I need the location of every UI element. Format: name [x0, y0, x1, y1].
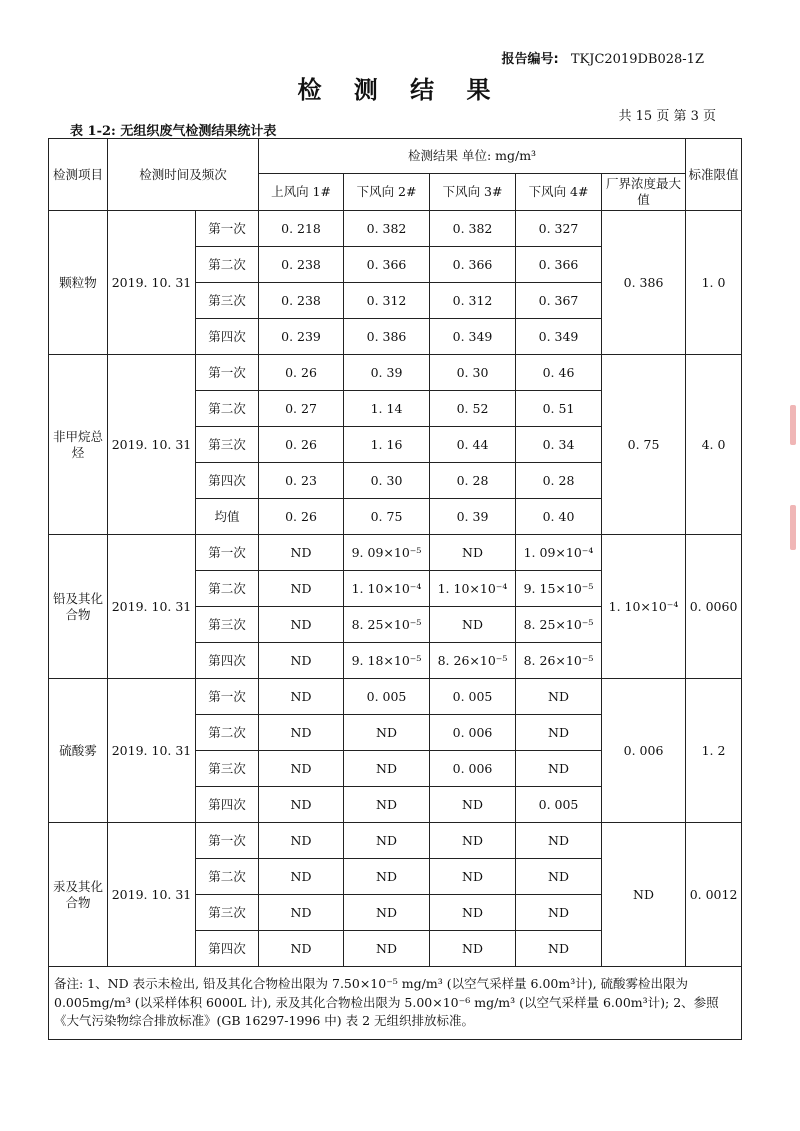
standard-limit: 1. 0 — [686, 211, 742, 355]
value-downwind-3: 0. 52 — [430, 391, 516, 427]
frequency-label: 第二次 — [196, 571, 259, 607]
pollutant-item: 非甲烷总烃 — [49, 355, 108, 535]
value-upwind-1: 0. 27 — [259, 391, 344, 427]
value-downwind-4: 0. 005 — [516, 787, 602, 823]
frequency-label: 第一次 — [196, 355, 259, 391]
header-boundary-max: 厂界浓度最大值 — [602, 174, 686, 211]
value-upwind-1: ND — [259, 679, 344, 715]
frequency-label: 第三次 — [196, 427, 259, 463]
value-downwind-2: 1. 16 — [344, 427, 430, 463]
value-downwind-2: ND — [344, 823, 430, 859]
value-downwind-4: 0. 367 — [516, 283, 602, 319]
value-upwind-1: ND — [259, 931, 344, 967]
table-note: 备注: 1、ND 表示未检出, 铅及其化合物检出限为 7.50×10⁻⁵ mg/m³ (以空气采样量 6.00m³计), 硫酸雾检出限为 0.005mg/m³ (以采样体积 6000L 计), 汞及其化合物检出限为 5.00×10⁻⁶ mg/m³ (以空气采样量 6.00m³计); 2、参照《大气污染物综合排放标准》(GB 16297-1996 中) 表 2 无组织排放标准。 — [49, 967, 742, 1040]
standard-limit: 0. 0012 — [686, 823, 742, 967]
value-downwind-3: 0. 39 — [430, 499, 516, 535]
note-row — [49, 967, 742, 1040]
frequency-label: 第一次 — [196, 823, 259, 859]
test-date: 2019. 10. 31 — [108, 679, 196, 823]
standard-limit: 4. 0 — [686, 355, 742, 535]
boundary-max-value: 1. 10×10⁻⁴ — [602, 535, 686, 679]
test-date: 2019. 10. 31 — [108, 535, 196, 679]
boundary-max-value: 0. 75 — [602, 355, 686, 535]
value-upwind-1: 0. 239 — [259, 319, 344, 355]
pollutant-item: 汞及其化合物 — [49, 823, 108, 967]
value-downwind-2: ND — [344, 895, 430, 931]
value-upwind-1: 0. 238 — [259, 247, 344, 283]
value-downwind-2: 0. 30 — [344, 463, 430, 499]
frequency-label: 均值 — [196, 499, 259, 535]
value-downwind-2: 1. 10×10⁻⁴ — [344, 571, 430, 607]
frequency-label: 第四次 — [196, 463, 259, 499]
value-downwind-4: ND — [516, 931, 602, 967]
value-downwind-4: ND — [516, 823, 602, 859]
value-downwind-3: 0. 30 — [430, 355, 516, 391]
boundary-max-value: 0. 386 — [602, 211, 686, 355]
header-result-unit: 检测结果 单位: mg/m³ — [259, 139, 686, 174]
value-downwind-3: 0. 366 — [430, 247, 516, 283]
red-seal-edge — [790, 405, 796, 445]
test-date: 2019. 10. 31 — [108, 355, 196, 535]
value-upwind-1: ND — [259, 643, 344, 679]
frequency-label: 第四次 — [196, 643, 259, 679]
value-downwind-4: ND — [516, 715, 602, 751]
header-standard: 标准限值 — [686, 139, 742, 211]
frequency-label: 第一次 — [196, 211, 259, 247]
standard-limit: 1. 2 — [686, 679, 742, 823]
value-upwind-1: ND — [259, 751, 344, 787]
test-date: 2019. 10. 31 — [108, 823, 196, 967]
value-downwind-2: 0. 75 — [344, 499, 430, 535]
value-downwind-4: ND — [516, 859, 602, 895]
value-downwind-2: ND — [344, 787, 430, 823]
value-downwind-4: 0. 40 — [516, 499, 602, 535]
value-downwind-2: ND — [344, 715, 430, 751]
results-table — [48, 138, 742, 1040]
frequency-label: 第三次 — [196, 283, 259, 319]
value-downwind-4: 0. 28 — [516, 463, 602, 499]
value-upwind-1: 0. 26 — [259, 499, 344, 535]
header-downwind-4: 下风向 4# — [516, 174, 602, 211]
value-downwind-4: 0. 327 — [516, 211, 602, 247]
header-upwind-1: 上风向 1# — [259, 174, 344, 211]
value-downwind-3: 0. 44 — [430, 427, 516, 463]
table-row — [49, 823, 742, 859]
frequency-label: 第三次 — [196, 895, 259, 931]
value-downwind-4: 8. 25×10⁻⁵ — [516, 607, 602, 643]
report-number-value: TKJC2019DB028-1Z — [570, 52, 704, 67]
header-time-frequency: 检测时间及频次 — [108, 139, 259, 211]
value-upwind-1: 0. 238 — [259, 283, 344, 319]
report-number — [502, 48, 704, 67]
test-date: 2019. 10. 31 — [108, 211, 196, 355]
value-downwind-4: ND — [516, 751, 602, 787]
frequency-label: 第四次 — [196, 931, 259, 967]
value-downwind-3: 0. 005 — [430, 679, 516, 715]
value-downwind-4: 0. 349 — [516, 319, 602, 355]
frequency-label: 第四次 — [196, 787, 259, 823]
value-downwind-3: ND — [430, 787, 516, 823]
value-upwind-1: ND — [259, 823, 344, 859]
value-upwind-1: ND — [259, 895, 344, 931]
boundary-max-value: 0. 006 — [602, 679, 686, 823]
frequency-label: 第二次 — [196, 247, 259, 283]
value-downwind-2: ND — [344, 859, 430, 895]
value-downwind-3: 1. 10×10⁻⁴ — [430, 571, 516, 607]
frequency-label: 第一次 — [196, 679, 259, 715]
value-upwind-1: ND — [259, 715, 344, 751]
frequency-label: 第三次 — [196, 607, 259, 643]
pollutant-item: 硫酸雾 — [49, 679, 108, 823]
value-downwind-3: ND — [430, 895, 516, 931]
header-item: 检测项目 — [49, 139, 108, 211]
value-downwind-3: 0. 349 — [430, 319, 516, 355]
value-downwind-2: 0. 312 — [344, 283, 430, 319]
header-downwind-3: 下风向 3# — [430, 174, 516, 211]
value-upwind-1: 0. 26 — [259, 355, 344, 391]
value-downwind-4: 0. 366 — [516, 247, 602, 283]
standard-limit: 0. 0060 — [686, 535, 742, 679]
boundary-max-value: ND — [602, 823, 686, 967]
value-downwind-4: 9. 15×10⁻⁵ — [516, 571, 602, 607]
report-number-label: 报告编号: — [501, 52, 559, 67]
value-downwind-4: 0. 51 — [516, 391, 602, 427]
table-row — [49, 355, 742, 391]
value-downwind-3: 0. 006 — [430, 751, 516, 787]
value-downwind-2: 0. 005 — [344, 679, 430, 715]
frequency-label: 第二次 — [196, 715, 259, 751]
table-row — [49, 679, 742, 715]
frequency-label: 第四次 — [196, 319, 259, 355]
value-downwind-4: 8. 26×10⁻⁵ — [516, 643, 602, 679]
value-downwind-2: 9. 18×10⁻⁵ — [344, 643, 430, 679]
value-downwind-3: 0. 382 — [430, 211, 516, 247]
value-upwind-1: 0. 26 — [259, 427, 344, 463]
value-downwind-2: 0. 382 — [344, 211, 430, 247]
pollutant-item: 铅及其化合物 — [49, 535, 108, 679]
value-downwind-2: 0. 366 — [344, 247, 430, 283]
value-downwind-2: 1. 14 — [344, 391, 430, 427]
value-upwind-1: ND — [259, 535, 344, 571]
page-info: 共 15 页 第 3 页 — [618, 109, 716, 124]
value-downwind-3: 8. 26×10⁻⁵ — [430, 643, 516, 679]
value-downwind-3: ND — [430, 607, 516, 643]
value-downwind-4: ND — [516, 895, 602, 931]
value-downwind-3: 0. 28 — [430, 463, 516, 499]
value-downwind-2: 0. 386 — [344, 319, 430, 355]
frequency-label: 第二次 — [196, 391, 259, 427]
table-row — [49, 211, 742, 247]
frequency-label: 第一次 — [196, 535, 259, 571]
value-downwind-2: 0. 39 — [344, 355, 430, 391]
value-upwind-1: ND — [259, 571, 344, 607]
value-downwind-2: 8. 25×10⁻⁵ — [344, 607, 430, 643]
value-upwind-1: ND — [259, 787, 344, 823]
value-downwind-3: ND — [430, 823, 516, 859]
value-upwind-1: 0. 218 — [259, 211, 344, 247]
value-downwind-2: ND — [344, 751, 430, 787]
value-downwind-3: ND — [430, 931, 516, 967]
table-caption: 表 1-2: 无组织废气检测结果统计表 — [70, 124, 277, 139]
header-downwind-2: 下风向 2# — [344, 174, 430, 211]
value-downwind-3: 0. 006 — [430, 715, 516, 751]
value-upwind-1: ND — [259, 607, 344, 643]
value-downwind-2: 9. 09×10⁻⁵ — [344, 535, 430, 571]
page-title: 检 测 结 果 — [297, 76, 503, 104]
red-seal-edge — [790, 505, 796, 550]
pollutant-item: 颗粒物 — [49, 211, 108, 355]
frequency-label: 第二次 — [196, 859, 259, 895]
value-downwind-3: ND — [430, 535, 516, 571]
value-downwind-4: 0. 46 — [516, 355, 602, 391]
value-downwind-3: ND — [430, 859, 516, 895]
frequency-label: 第三次 — [196, 751, 259, 787]
value-upwind-1: 0. 23 — [259, 463, 344, 499]
value-downwind-2: ND — [344, 931, 430, 967]
value-downwind-4: 0. 34 — [516, 427, 602, 463]
table-row — [49, 535, 742, 571]
value-downwind-3: 0. 312 — [430, 283, 516, 319]
value-downwind-4: ND — [516, 679, 602, 715]
value-upwind-1: ND — [259, 859, 344, 895]
value-downwind-4: 1. 09×10⁻⁴ — [516, 535, 602, 571]
